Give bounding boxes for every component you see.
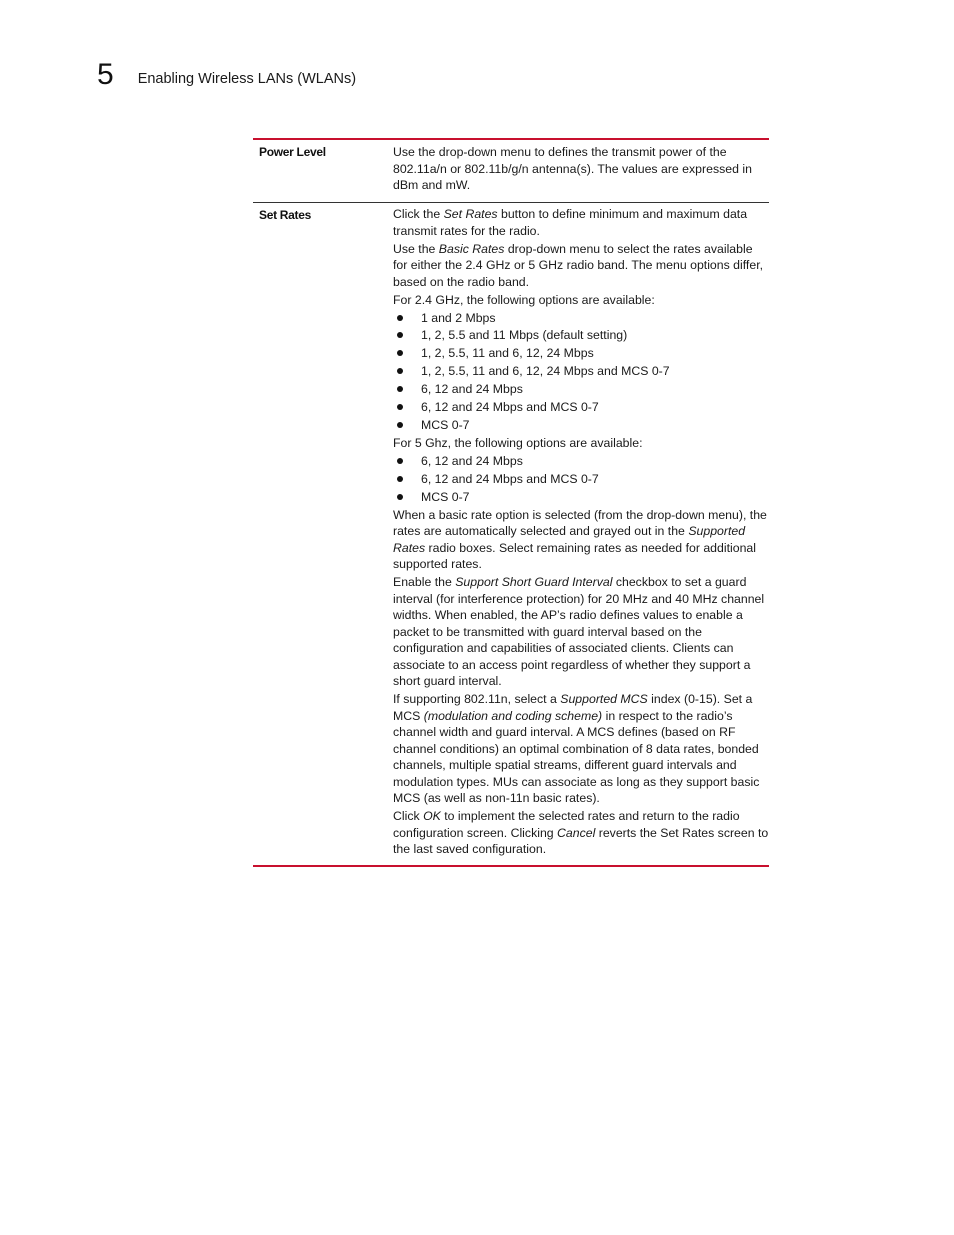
bullet-icon [397, 350, 403, 356]
list-item: MCS 0-7 [393, 417, 769, 435]
set-rates-para-5: When a basic rate option is selected (from the drop-down menu), the rates are automatically selected and grayed out in the Supported Rates radio boxes. Select remaining rates as needed for additional supported rates. [393, 507, 767, 572]
list-item: 6, 12 and 24 Mbps [393, 453, 769, 471]
term-set-rates: Set Rates [259, 208, 311, 222]
set-rates-para-1: Click the Set Rates button to define minimum and maximum data transmit rates for the radio. [393, 207, 748, 238]
list-item: 1 and 2 Mbps [393, 310, 769, 328]
list-item: 6, 12 and 24 Mbps and MCS 0-7 [393, 399, 769, 417]
list-item: 6, 12 and 24 Mbps [393, 381, 769, 399]
bullet-icon [397, 476, 403, 482]
table-row-power-level [253, 140, 769, 202]
set-rates-para-4: For 5 Ghz, the following options are available: [393, 435, 643, 450]
list-item: 1, 2, 5.5, 11 and 6, 12, 24 Mbps [393, 345, 769, 363]
parameter-table [253, 138, 769, 867]
chapter-number: 5 [97, 58, 114, 91]
list-item: 1, 2, 5.5, 11 and 6, 12, 24 Mbps and MCS 0-7 [393, 363, 769, 381]
options-list-2-4ghz [393, 310, 769, 435]
options-list-5ghz [393, 453, 769, 507]
table-bottom-rule [253, 865, 769, 867]
bullet-icon [397, 422, 403, 428]
set-rates-para-3: For 2.4 GHz, the following options are available: [393, 292, 655, 307]
set-rates-para-2: Use the Basic Rates drop-down menu to select the rates available for either the 2.4 GHz or 5 GHz radio band. The menu options differ, based on the radio band. [393, 241, 764, 289]
chapter-title: Enabling Wireless LANs (WLANs) [137, 71, 357, 87]
desc-set-rates [393, 203, 769, 865]
desc-power-level [393, 140, 769, 202]
power-level-text: Use the drop-down menu to defines the transmit power of the 802.11a/n or 802.11b/g/n antenna(s). The values are expressed in dBm and mW. [393, 145, 752, 192]
page-header [97, 56, 356, 90]
bullet-icon [397, 332, 403, 338]
bullet-icon [397, 458, 403, 464]
bullet-icon [397, 315, 403, 321]
list-item: 6, 12 and 24 Mbps and MCS 0-7 [393, 471, 769, 489]
set-rates-para-6: Enable the Support Short Guard Interval checkbox to set a guard interval (for interference protection) for 20 MHz and 40 MHz channel widths. When enabled, the AP’s radio defines values to enable a packet to be transmitted with guard interval based on the configuration and capabilities of associated clients. Clients can associate to an access point regardless of whether they support a short guard interval. [393, 575, 765, 689]
bullet-icon [397, 494, 403, 500]
list-item: 1, 2, 5.5 and 11 Mbps (default setting) [393, 327, 769, 345]
bullet-icon [397, 404, 403, 410]
list-item: MCS 0-7 [393, 489, 769, 507]
bullet-icon [397, 368, 403, 374]
table-row-set-rates [253, 203, 769, 865]
set-rates-para-8: Click OK to implement the selected rates and return to the radio configuration screen. Clicking Cancel reverts the Set Rates screen to the last saved configuration. [393, 809, 769, 857]
set-rates-para-7: If supporting 802.11n, select a Supported MCS index (0-15). Set a MCS (modulation and coding scheme) in respect to the radio’s channel width and guard interval. A MCS defines (based on RF channel conditions) an optimal combination of 8 data rates, bonded channels, multiple spatial streams, different guard intervals and modulation types. MUs can associate as long as they support basic MCS (as well as non-11n basic rates). [393, 692, 760, 806]
bullet-icon [397, 386, 403, 392]
term-power-level: Power Level [259, 145, 326, 159]
